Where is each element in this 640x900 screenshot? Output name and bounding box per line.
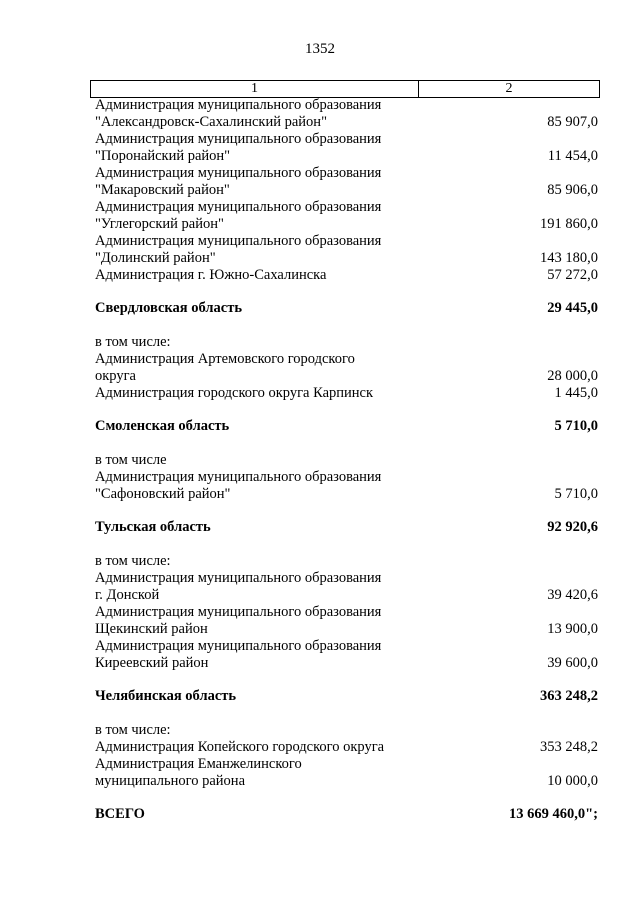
- table-row: [95, 722, 598, 756]
- row-label-line: Администрация муниципального образования: [95, 165, 382, 181]
- region-row: [95, 688, 598, 705]
- row-label-line: Челябинская область: [95, 688, 237, 704]
- row-value: 92 920,6: [547, 519, 598, 535]
- table-header: [90, 80, 600, 98]
- row-label: [95, 334, 415, 385]
- row-label: [95, 165, 415, 199]
- row-label: [95, 604, 415, 638]
- row-value: 39 420,6: [547, 587, 598, 603]
- row-label-line: Смоленская область: [95, 418, 230, 434]
- row-label: [95, 519, 415, 536]
- row-label-line: Администрация муниципального образования: [95, 97, 382, 113]
- row-label-line: Щекинский район: [95, 621, 208, 637]
- row-value: 13 669 460,0";: [508, 806, 598, 822]
- row-value: 191 860,0: [540, 216, 598, 232]
- row-label-line: Администрация Еманжелинского: [95, 756, 302, 772]
- table-body: [95, 97, 598, 823]
- row-label-line: в том числе:: [95, 334, 171, 350]
- row-label-line: Администрация муниципального образования: [95, 604, 382, 620]
- table-row: [95, 604, 598, 638]
- row-value: 5 710,0: [554, 486, 598, 502]
- row-label-line: "Долинский район": [95, 250, 216, 266]
- table-row: [95, 553, 598, 604]
- row-label: [95, 553, 415, 604]
- row-label: [95, 97, 415, 131]
- row-label: [95, 131, 415, 165]
- region-row: [95, 418, 598, 435]
- row-label: [95, 806, 415, 823]
- row-label-line: "Углегорский район": [95, 216, 224, 232]
- table-row: [95, 385, 598, 402]
- row-value: 1 445,0: [554, 385, 598, 401]
- row-label-line: Администрация городского округа Карпинск: [95, 385, 374, 401]
- row-label-line: Администрация муниципального образования: [95, 469, 382, 485]
- row-value: 29 445,0: [547, 300, 598, 316]
- row-value: 363 248,2: [540, 688, 598, 704]
- row-label-line: Администрация муниципального образования: [95, 570, 382, 586]
- region-row: [95, 519, 598, 536]
- region-row: [95, 300, 598, 317]
- row-label-line: "Александровск-Сахалинский район": [95, 114, 327, 130]
- table-row: [95, 638, 598, 672]
- row-label-line: в том числе: [95, 452, 167, 468]
- row-value: 85 906,0: [547, 182, 598, 198]
- row-value: 28 000,0: [547, 368, 598, 384]
- row-value: 5 710,0: [554, 418, 598, 434]
- row-value: 39 600,0: [547, 655, 598, 671]
- table-row: [95, 131, 598, 165]
- row-label-line: Администрация муниципального образования: [95, 131, 382, 147]
- table-row: [95, 334, 598, 385]
- table-row: [95, 233, 598, 267]
- row-label: [95, 418, 415, 435]
- row-label: [95, 385, 415, 402]
- row-label-line: ВСЕГО: [95, 806, 145, 822]
- row-value: 10 000,0: [547, 773, 598, 789]
- row-label: [95, 756, 415, 790]
- row-label-line: в том числе:: [95, 722, 171, 738]
- table-row: [95, 97, 598, 131]
- row-label-line: Администрация муниципального образования: [95, 199, 382, 215]
- total-row: [95, 806, 598, 823]
- row-label: [95, 199, 415, 233]
- row-value: 85 907,0: [547, 114, 598, 130]
- row-label: [95, 688, 415, 705]
- row-label-line: Администрация муниципального образования: [95, 233, 382, 249]
- row-label-line: Администрация г. Южно-Сахалинска: [95, 267, 327, 283]
- table-row: [95, 267, 598, 284]
- row-label-line: Киреевский район: [95, 655, 209, 671]
- row-value: 13 900,0: [547, 621, 598, 637]
- row-label-line: Администрация Копейского городского округа: [95, 739, 385, 755]
- row-value: 11 454,0: [547, 148, 598, 164]
- row-label-line: округа: [95, 368, 136, 384]
- table-row: [95, 756, 598, 790]
- row-label: [95, 300, 415, 317]
- row-label-line: "Сафоновский район": [95, 486, 231, 502]
- row-value: 143 180,0: [540, 250, 598, 266]
- row-label: [95, 452, 415, 503]
- row-label-line: "Поронайский район": [95, 148, 231, 164]
- row-label-line: Администрация Артемовского городского: [95, 351, 355, 367]
- row-label-line: Свердловская область: [95, 300, 243, 316]
- table-row: [95, 199, 598, 233]
- row-value: 353 248,2: [540, 739, 598, 755]
- column-header-2: 2: [505, 81, 513, 96]
- page-number: 1352: [305, 41, 335, 57]
- row-label-line: муниципального района: [95, 773, 245, 789]
- row-label-line: "Макаровский район": [95, 182, 230, 198]
- row-label-line: Администрация муниципального образования: [95, 638, 382, 654]
- table-row: [95, 165, 598, 199]
- row-label: [95, 233, 415, 267]
- row-label-line: Тульская область: [95, 519, 211, 535]
- row-label: [95, 722, 415, 756]
- row-label: [95, 267, 415, 284]
- row-label-line: в том числе:: [95, 553, 171, 569]
- row-value: 57 272,0: [547, 267, 598, 283]
- row-label-line: г. Донской: [95, 587, 160, 603]
- row-label: [95, 638, 415, 672]
- column-header-1: 1: [91, 81, 419, 97]
- table-row: [95, 452, 598, 503]
